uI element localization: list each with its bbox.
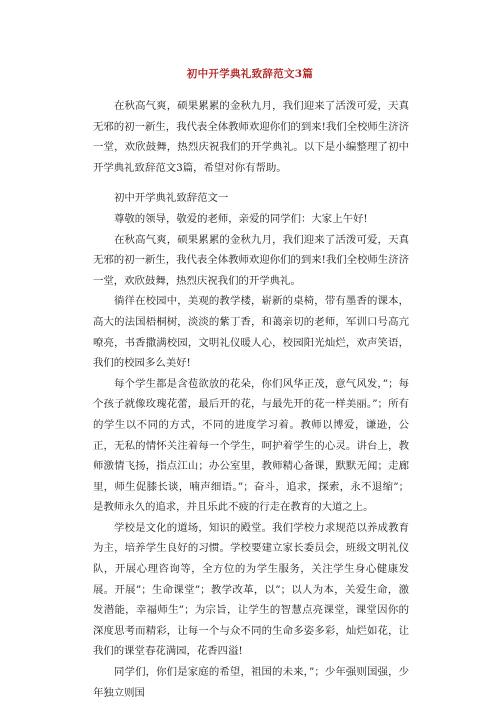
greeting-paragraph: 尊敬的领导，敬爱的老师，亲爱的同学们：大家上午好! — [114, 212, 368, 225]
body-paragraph-school: 学校是文化的道场，知识的殿堂。我们学校力求规范以养成教育为主，培养学生良好的习惯。学校要建立家长委员会，班级文明礼仪队，开展心理咨询等，全方位的为学生服务，关注学生身心健康发展。开展”；生命课堂”；教学改革，以”；以人为本，关爱生命，激发潜能，幸福师生”；为宗旨，让学生的智慧点亮课堂，课堂因你的深度思考而精彩，让每一个与众不同的生命多姿多彩，灿烂如花，让我们的课堂春花满园，花香四溢! — [93, 521, 409, 658]
body-paragraph-opening: 在秋高气爽，硕果累累的金秋九月，我们迎来了活泼可爱，天真无邪的初一新生，我代表全体教师欢迎你们的到来!我们全校师生济济一堂，欢欣鼓舞，热烈庆祝我们的开学典礼。 — [93, 233, 409, 287]
section-heading: 初中开学典礼致辞范文一 — [114, 192, 229, 205]
intro-paragraph: 在秋高气爽，硕果累累的金秋九月，我们迎来了活泼可爱，天真无邪的初一新生，我代表全体教师欢迎你们的到来!我们全校师生济济一堂，欢欣鼓舞，热烈庆祝我们的开学典礼。以下是小编整理了初中开学典礼致辞范文3篇，希望对你有帮助。 — [93, 100, 409, 174]
body-paragraph-students: 每个学生都是含苞欲放的花朵，你们风华正茂，意气风发，”；每个孩子就像玫瑰花蕾，最后开的花，与最先开的花一样美丽。”；所有的学生以不同的方式，不同的进度学习着。教师以博爱，谦逊，公正，无私的情怀关注着每一个学生，呵护着学生的心灵。讲台上，教师激情飞扬，指点江山；办公室里，教师精心备课，默默无闻；走廊里，师生促膝长谈，喃声细语。”；奋斗，追求，探索，永不退缩”；是教师永久的追求，并且乐此不疲的行走在教育的大道之上。 — [93, 377, 409, 514]
document-title: 初中开学典礼致辞范文3篇 — [186, 68, 314, 80]
body-paragraph-campus: 徜徉在校园中，美观的教学楼，崭新的桌椅，带有墨香的课本，高大的法国梧桐树，淡淡的紫丁香，和蔼亲切的老师，军训口号高亢嘹亮，书香撒满校园，文明礼仪暖人心，校园阳光灿烂，欢声笑语，我们的校园多么美好! — [93, 295, 409, 370]
body-paragraph-closing: 同学们，你们是家庭的希望，祖国的未来，”；少年强则国强，少年独立则国 — [93, 666, 409, 699]
document-body — [93, 96, 409, 703]
